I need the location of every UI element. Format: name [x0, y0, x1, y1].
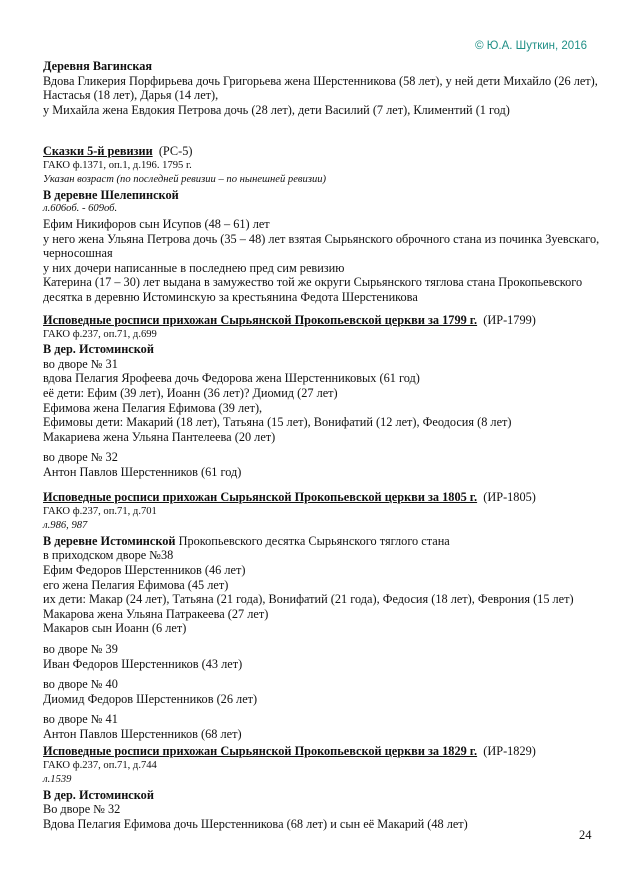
archive-reference: ГАКО ф.237, оп.71, д.701 [43, 505, 157, 517]
archive-reference: ГАКО ф.237, оп.71, д.744 [43, 759, 157, 771]
section-code: (ИР-1799) [483, 313, 536, 327]
record-line: Макарова жена Ульяна Патракеева (27 лет) [43, 606, 269, 621]
record-line: Антон Павлов Шерстенников (61 год) [43, 464, 242, 479]
page-number: 24 [579, 828, 592, 842]
section-revision-5 [43, 144, 603, 305]
section-title: Исповедные росписи прихожан Сырьянской Прокопьевской церкви за 1805 г. [43, 490, 478, 504]
yard-label: во дворе № 31 [43, 356, 118, 371]
section-code: (ИР-1829) [483, 744, 536, 758]
yard-label: во дворе № 32 [43, 450, 118, 465]
section-confession-1799 [43, 313, 603, 480]
yard-label: Во дворе № 32 [43, 802, 121, 817]
record-line: десятка в деревню Истоминскую за крестьянина Федота Шерстеникова [43, 289, 418, 304]
record-line: его жена Пелагия Ефимова (45 лет) [43, 577, 229, 592]
record-line: у них дочери написанные в последнею пред сим ревизию [43, 260, 345, 275]
village-heading: Деревня Вагинская [43, 59, 153, 73]
record-line: Вдова Пелагия Ефимова дочь Шерстенникова (68 лет) и сын её Макарий (48 лет) [43, 816, 468, 831]
village-description: Прокопьевского десятка Сырьянского тяглого стана [175, 533, 450, 548]
age-note: Указан возраст (по последней ревизии – по нынешней ревизии) [43, 174, 327, 186]
record-line: у него жена Ульяна Петрова дочь (35 – 48) лет взятая Сырьянского оброчного стана из починка Зуевскаго, [43, 231, 600, 246]
yard-label: в приходском дворе №38 [43, 548, 174, 563]
section-code: (ИР-1805) [483, 490, 536, 504]
copyright-notice: © Ю.А. Шуткин, 2016 [475, 40, 587, 52]
yard-label: во дворе № 40 [43, 677, 118, 692]
section-title: Исповедные росписи прихожан Сырьянской Прокопьевской церкви за 1829 г. [43, 744, 478, 758]
record-line: Настасья (18 лет), Дарья (14 лет), [43, 88, 219, 103]
record-line: Макариева жена Ульяна Пантелеева (20 лет) [43, 429, 276, 444]
record-line: Катерина (17 – 30) лет выдана в замужество той же округи Сырьянского тяглова стана Прокопьевского [43, 275, 583, 290]
yard-label: во дворе № 39 [43, 641, 118, 656]
record-line: вдова Пелагия Ярофеева дочь Федорова жена Шерстенниковых (61 год) [43, 371, 420, 386]
record-line: черносошная [43, 246, 113, 261]
yard-label: во дворе № 41 [43, 712, 118, 727]
record-line: у Михайла жена Евдокия Петрова дочь (28 лет), дети Василий (7 лет), Климентий (1 год) [43, 102, 510, 117]
village-heading: В дер. Истоминской [43, 342, 154, 357]
record-line: Антон Павлов Шерстенников (68 лет) [43, 726, 242, 741]
sheet-reference: л.1539 [43, 774, 72, 786]
sheet-reference: л.986, 987 [43, 520, 88, 532]
village-heading: В деревне Истоминской [43, 533, 176, 548]
record-line: Ефим Никифоров сын Исупов (48 – 61) лет [43, 216, 270, 231]
record-line: Иван Федоров Шерстенников (43 лет) [43, 656, 243, 671]
record-line: Ефимовы дети: Макарий (18 лет), Татьяна (15 лет), Вонифатий (12 лет), Феодосия (8 лет) [43, 415, 512, 430]
record-line: Диомид Федоров Шерстенников (26 лет) [43, 691, 258, 706]
archive-reference: ГАКО ф.1371, оп.1, д.196. 1795 г. [43, 159, 192, 171]
record-line: Макаров сын Иоанн (6 лет) [43, 621, 187, 636]
record-line: Ефимова жена Пелагия Ефимова (39 лет), [43, 400, 263, 415]
village-vaginskaya-block [43, 59, 603, 117]
record-line: их дети: Макар (24 лет), Татьяна (21 года), Вонифатий (21 года), Федосия (18 лет), Феврония (15 лет) [43, 592, 574, 607]
record-line: её дети: Ефим (39 лет), Иоанн (36 лет)? Диомид (27 лет) [43, 385, 338, 400]
village-heading: В дер. Истоминской [43, 787, 154, 802]
section-title: Сказки 5-й ревизии [43, 144, 153, 158]
archive-reference: ГАКО ф.237, оп.71, д.699 [43, 328, 157, 340]
record-line: Ефим Федоров Шерстенников (46 лет) [43, 562, 246, 577]
section-code: (РС-5) [158, 144, 193, 158]
record-line: Вдова Гликерия Порфирьева дочь Григорьева жена Шерстенникова (58 лет), у ней дети Михайло (26 лет), [43, 73, 598, 88]
sheet-reference: л.606об. - 609об. [43, 203, 118, 215]
section-title: Исповедные росписи прихожан Сырьянской Прокопьевской церкви за 1799 г. [43, 313, 478, 327]
section-confession-1805 [43, 490, 603, 742]
section-confession-1829 [43, 744, 603, 832]
village-heading: В деревне Шелепинской [43, 187, 179, 202]
